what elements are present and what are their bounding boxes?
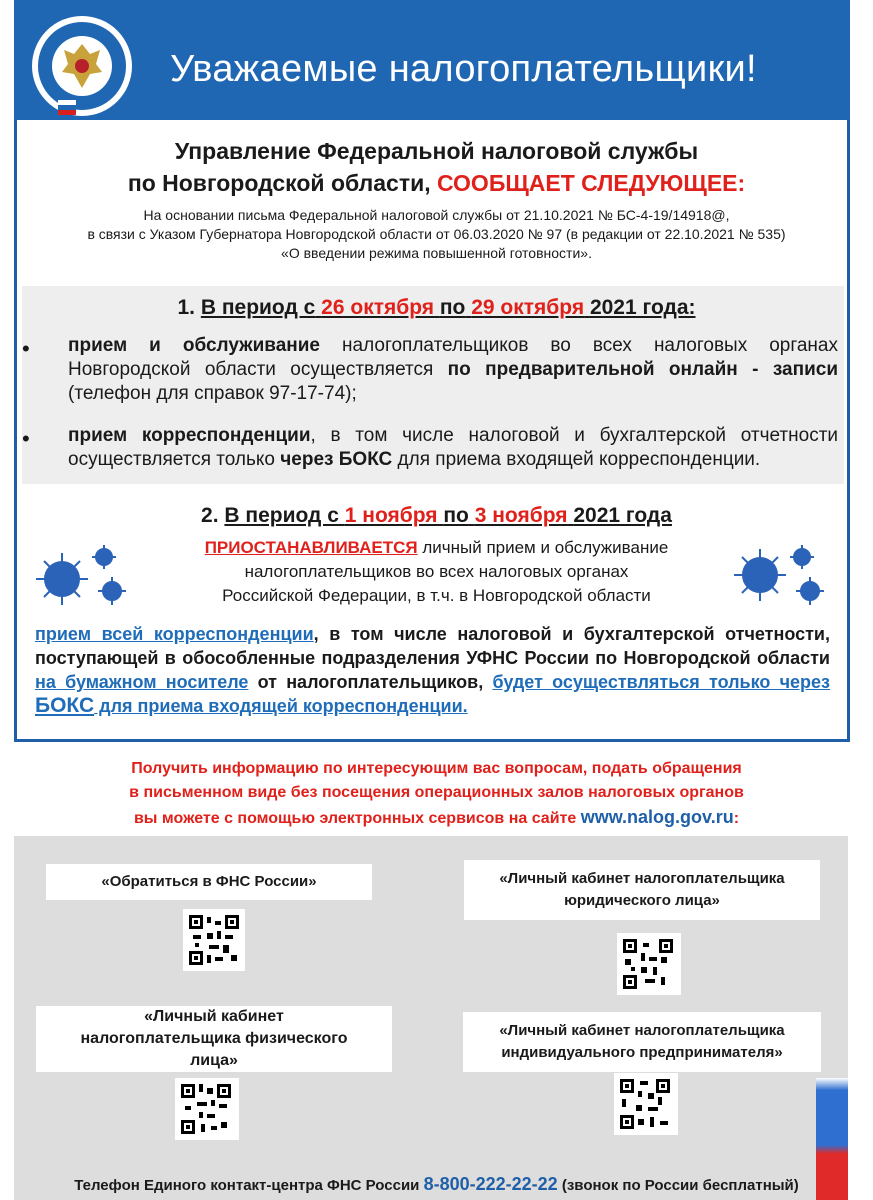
section1-bullet-2: прием корреспонденции, в том числе налоговой и бухгалтерской отчетности осуществляется только через БОКС для приема входящей корреспонденции. bbox=[68, 425, 839, 470]
section1-bullet-1: прием и обслуживание налогоплательщиков во всех налоговых органах Новгородской области осуществляется по предварительной онлайн - записи (телефон для справок 97-17-74); bbox=[68, 335, 838, 404]
service-card-legal-entity[interactable]: «Личный кабинет налогоплательщика юридического лица» bbox=[464, 860, 820, 920]
org-line-2: по Новгородской области, СООБЩАЕТ СЛЕДУЮЩЕЕ: bbox=[127, 170, 746, 196]
service-card-fns[interactable]: «Обратиться в ФНС России» bbox=[46, 864, 372, 900]
suspend-label: ПРИОСТАНАВЛИВАЕТСЯ bbox=[204, 538, 418, 557]
correspondence-text: прием всей корреспонденции, в том числе налоговой и бухгалтерской отчетности, поступающей в обособленные подразделения УФНС России по Новгородской области на бумажном носителе от налогоплательщиков, будет осуществляться только через БОКС для приема входящей корреспонденции. bbox=[35, 624, 831, 717]
service-card-individual[interactable]: «Личный кабинет налогоплательщика физического лица» bbox=[36, 1006, 392, 1072]
qr-code-fns bbox=[183, 909, 245, 971]
qr-code-icon bbox=[623, 939, 673, 989]
qr-code-individual bbox=[175, 1078, 239, 1140]
bullet-dot: • bbox=[22, 426, 30, 451]
qr-code-icon bbox=[620, 1079, 670, 1129]
page-title: Уважаемые налогоплательщики! bbox=[170, 48, 757, 90]
announce-label: СООБЩАЕТ СЛЕДУЮЩЕЕ: bbox=[437, 170, 746, 196]
org-line-1: Управление Федеральной налоговой службы bbox=[174, 138, 699, 164]
hotline-phone[interactable]: 8-800-222-22-22 bbox=[423, 1174, 558, 1194]
site-link[interactable]: www.nalog.gov.ru bbox=[580, 807, 734, 827]
suspend-text: ПРИОСТАНАВЛИВАЕТСЯ личный прием и обслуживание налогоплательщиков во всех налоговых органах Российской Федерации, в т.ч. в Новгородской области bbox=[204, 538, 669, 605]
fns-emblem-icon bbox=[30, 14, 134, 118]
virus-left-icon bbox=[32, 545, 132, 610]
qr-code-icon bbox=[189, 915, 239, 965]
qr-code-legal-entity bbox=[617, 933, 681, 995]
section2-title: 2. В период с 1 ноября по 3 ноября 2021 года bbox=[201, 504, 672, 527]
section1-title: 1. В период с 26 октября по 29 октября 2021 года: bbox=[177, 296, 696, 319]
basis-text: На основании письма Федеральной налоговой службы от 21.10.2021 № БС-4-19/14918@, в связи с Указом Губернатора Новгородской области от 06.03.2020 № 97 (в редакции от 22.10.2021 № 535) «О введении режима повышенной готовности». bbox=[87, 207, 786, 261]
bullet-dot: • bbox=[22, 336, 30, 361]
virus-right-icon bbox=[730, 545, 830, 610]
info-text: Получить информацию по интересующим вас вопросам, подать обращения в письменном виде без посещения операционных залов налоговых органов вы можете с помощью электронных сервисов на сайте www.nalog.gov.ru: bbox=[129, 760, 744, 827]
footer-contact: Телефон Единого контакт-центра ФНС России 8-800-222-22-22 (звонок по России бесплатный) bbox=[74, 1174, 799, 1194]
qr-code-icon bbox=[181, 1084, 231, 1134]
qr-code-entrepreneur bbox=[614, 1073, 678, 1135]
service-card-entrepreneur[interactable]: «Личный кабинет налогоплательщика индивидуального предпринимателя» bbox=[463, 1012, 821, 1072]
